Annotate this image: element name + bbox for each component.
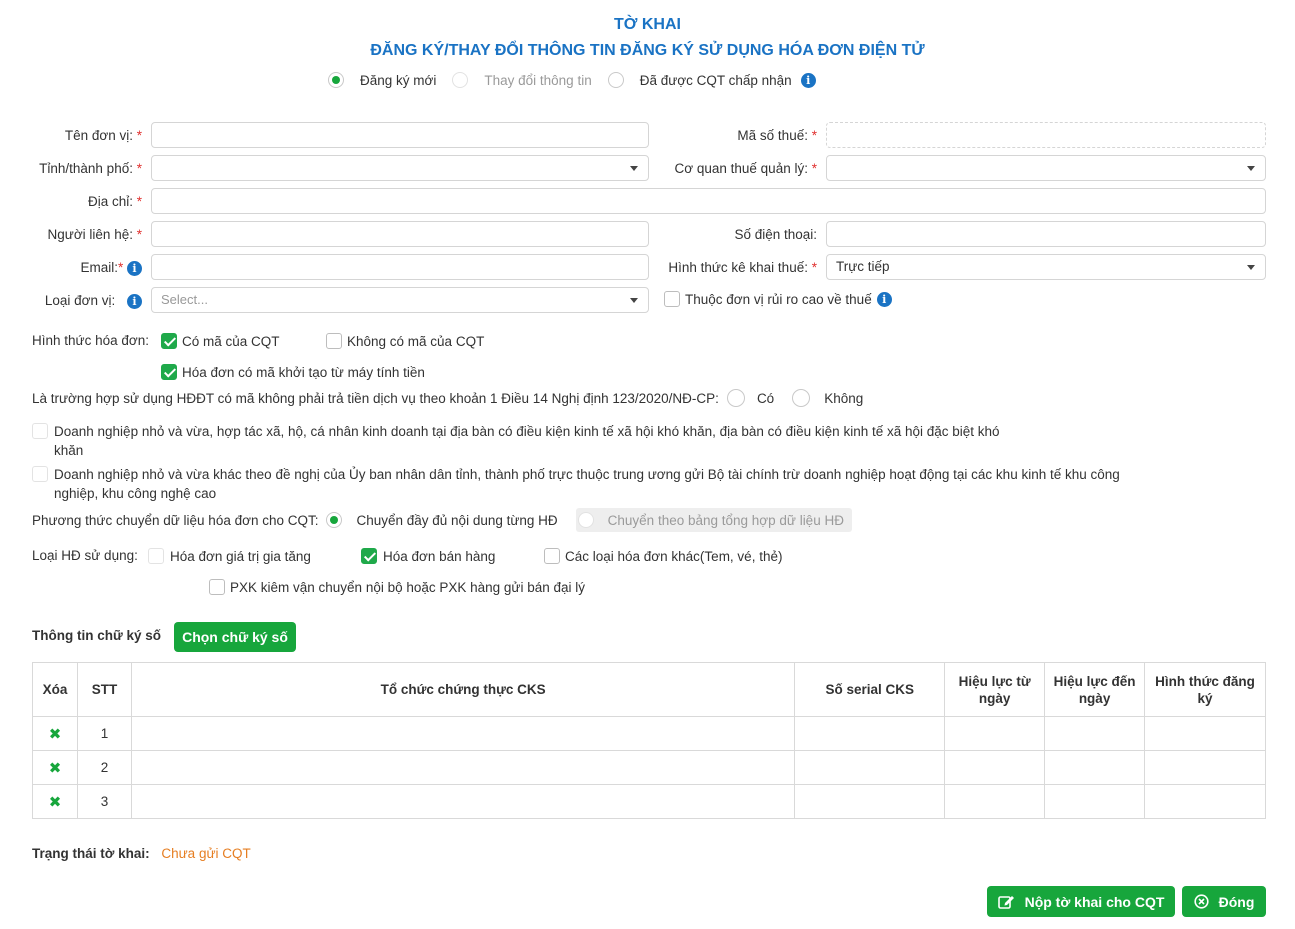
- pxk-option[interactable]: [209, 579, 585, 595]
- sme-option-1-text: Doanh nghiệp nhỏ và vừa, hợp tác xã, hộ, cá nhân kinh doanh tại địa bàn có điều kiện kinh tế xã hội khó khăn, địa bàn có điều kiện kinh tế xã hội đặc biệt khó khăn: [54, 424, 1000, 458]
- row-reg-form: [1145, 785, 1266, 819]
- with-code-text: Có mã của CQT: [182, 333, 280, 349]
- pxk-checkbox[interactable]: [209, 579, 225, 595]
- without-code-checkbox[interactable]: [326, 333, 342, 349]
- row-valid-to: [1045, 785, 1145, 819]
- page-subtitle: ĐĂNG KÝ/THAY ĐỔI THÔNG TIN ĐĂNG KÝ SỬ DỤNG HÓA ĐƠN ĐIỆN TỬ: [370, 42, 925, 59]
- without-code-option[interactable]: [326, 333, 484, 349]
- mode-register-new[interactable]: [328, 72, 436, 88]
- free-service-yes-label: Có: [756, 390, 775, 406]
- close-button[interactable]: [1182, 886, 1266, 917]
- status-label: Trạng thái tờ khai:: [32, 846, 150, 861]
- register-new-radio[interactable]: [328, 72, 344, 88]
- submit-button[interactable]: [987, 886, 1175, 917]
- col-serial: Số serial CKS: [795, 663, 945, 717]
- signature-section-label: Thông tin chữ ký số: [32, 628, 162, 643]
- row-reg-form: [1145, 751, 1266, 785]
- change-info-label: Thay đổi thông tin: [484, 72, 592, 88]
- submit-label: Nộp tờ khai cho CQT: [1024, 893, 1165, 910]
- high-risk-checkbox[interactable]: [664, 291, 680, 307]
- vat-text: Hóa đơn giá trị gia tăng: [170, 548, 311, 564]
- col-valid-to: Hiệu lực đến ngày: [1045, 663, 1145, 717]
- province-label: Tỉnh/thành phố: *: [39, 161, 142, 176]
- row-valid-to: [1045, 751, 1145, 785]
- sme-option-1-checkbox[interactable]: [32, 423, 48, 439]
- high-risk-text: Thuộc đơn vị rủi ro cao về thuế: [685, 291, 872, 307]
- row-serial: [795, 717, 945, 751]
- signature-table: [32, 662, 1266, 819]
- cash-register-checkbox[interactable]: [161, 364, 177, 380]
- other-text: Các loại hóa đơn khác(Tem, vé, thẻ): [565, 548, 783, 564]
- chevron-down-icon: [630, 298, 638, 303]
- invoice-form-label: Hình thức hóa đơn:: [32, 333, 149, 348]
- info-icon[interactable]: i: [801, 73, 816, 88]
- row-serial: [795, 785, 945, 819]
- unit-type-label: Loại đơn vị: i: [30, 293, 142, 309]
- row-stt: 3: [77, 785, 131, 819]
- other-option[interactable]: [544, 548, 782, 564]
- with-code-checkbox[interactable]: [161, 333, 177, 349]
- tax-office-label: Cơ quan thuế quản lý: *: [674, 161, 817, 176]
- status-badge: Chưa gửi CQT: [161, 846, 251, 861]
- contact-input[interactable]: [151, 221, 649, 247]
- register-new-label: Đăng ký mới: [360, 72, 437, 88]
- delete-x-icon[interactable]: ✖: [48, 725, 62, 743]
- row-valid-from: [945, 717, 1045, 751]
- accepted-radio[interactable]: [608, 72, 624, 88]
- delete-x-icon[interactable]: ✖: [48, 759, 62, 777]
- sme-option-2-text: Doanh nghiệp nhỏ và vừa khác theo đề nghị của Ủy ban nhân dân tỉnh, thành phố trực thuộc trung ương gửi Bộ tài chính trừ doanh nghiệp hoạt động tại các khu kinh tế khu công nghiệp, khu công nghệ cao: [54, 467, 1120, 501]
- tax-declaration-value: Trực tiếp: [836, 259, 890, 274]
- high-risk-option[interactable]: [664, 291, 892, 307]
- vat-option[interactable]: [148, 548, 311, 564]
- without-code-text: Không có mã của CQT: [347, 333, 485, 349]
- row-org: [131, 785, 794, 819]
- tax-code-input[interactable]: [826, 122, 1266, 148]
- row-valid-from: [945, 751, 1045, 785]
- change-info-radio[interactable]: [452, 72, 468, 88]
- row-stt: 2: [77, 751, 131, 785]
- pxk-text: PXK kiêm vận chuyển nội bộ hoặc PXK hàng gửi bán đại lý: [230, 579, 586, 595]
- contact-label: Người liên hệ: *: [47, 227, 142, 242]
- sales-text: Hóa đơn bán hàng: [383, 548, 496, 564]
- unit-name-input[interactable]: [151, 122, 649, 148]
- sales-option[interactable]: [361, 548, 495, 564]
- col-reg-form: Hình thức đăng ký: [1145, 663, 1266, 717]
- transfer-summary-label: Chuyển theo bảng tổng hợp dữ liệu HĐ: [607, 512, 844, 528]
- col-stt: STT: [77, 663, 131, 717]
- chevron-down-icon: [1247, 265, 1255, 270]
- free-service-question: Là trường hợp sử dụng HĐĐT có mã không phải trả tiền dịch vụ theo khoản 1 Điều 14 Nghị định 123/2020/NĐ-CP:: [32, 390, 719, 406]
- tax-code-label: Mã số thuế: *: [737, 128, 817, 143]
- sales-checkbox[interactable]: [361, 548, 377, 564]
- row-reg-form: [1145, 717, 1266, 751]
- vat-checkbox[interactable]: [148, 548, 164, 564]
- sme-option-2[interactable]: [32, 465, 1182, 503]
- other-checkbox[interactable]: [544, 548, 560, 564]
- accepted-label: Đã được CQT chấp nhận: [639, 72, 792, 88]
- mode-change-info[interactable]: [452, 72, 591, 88]
- unit-type-select[interactable]: [151, 287, 649, 313]
- address-input[interactable]: [151, 188, 1266, 214]
- sme-option-2-checkbox[interactable]: [32, 466, 48, 482]
- transfer-full-label: Chuyển đầy đủ nội dung từng HĐ: [356, 512, 558, 528]
- mode-radio-group: [328, 72, 832, 88]
- province-select[interactable]: [151, 155, 649, 181]
- tax-office-select[interactable]: [826, 155, 1266, 181]
- address-label: Địa chỉ: *: [87, 194, 142, 209]
- invoice-types-label: Loại HĐ sử dụng:: [32, 548, 138, 563]
- transfer-label: Phương thức chuyển dữ liệu hóa đơn cho CQT:: [32, 512, 319, 528]
- close-label: Đóng: [1218, 893, 1255, 910]
- col-org: Tổ chức chứng thực CKS: [131, 663, 794, 717]
- row-stt: 1: [77, 717, 131, 751]
- email-input[interactable]: [151, 254, 649, 280]
- info-icon[interactable]: i: [877, 292, 892, 307]
- tax-declaration-label: Hình thức kê khai thuế: *: [668, 260, 817, 275]
- free-service-no-radio[interactable]: [792, 389, 810, 407]
- unit-type-placeholder: Select...: [161, 292, 208, 307]
- col-delete: Xóa: [33, 663, 78, 717]
- row-org: [131, 717, 794, 751]
- status-row: [32, 846, 251, 861]
- chevron-down-icon: [630, 166, 638, 171]
- row-org: [131, 751, 794, 785]
- close-circle-icon: [1194, 894, 1209, 909]
- transfer-summary-radio[interactable]: [578, 512, 594, 528]
- cash-register-option[interactable]: [161, 364, 425, 380]
- sme-option-1[interactable]: [32, 422, 1042, 460]
- transfer-row: [32, 508, 852, 532]
- delete-x-icon[interactable]: ✖: [48, 793, 62, 811]
- phone-input[interactable]: [826, 221, 1266, 247]
- free-service-yes-radio[interactable]: [727, 389, 745, 407]
- info-icon[interactable]: i: [127, 294, 142, 309]
- with-code-option[interactable]: [161, 333, 280, 349]
- choose-signature-button[interactable]: Chọn chữ ký số: [174, 622, 296, 652]
- unit-name-label: Tên đơn vị: *: [64, 128, 142, 143]
- table-row: [33, 751, 1266, 785]
- phone-label: Số điện thoại:: [734, 227, 817, 242]
- row-valid-to: [1045, 717, 1145, 751]
- cash-register-text: Hóa đơn có mã khởi tạo từ máy tính tiền: [182, 364, 425, 380]
- email-label: Email:* i: [30, 260, 142, 276]
- page-title: TỜ KHAI: [614, 16, 681, 33]
- table-row: [33, 785, 1266, 819]
- chevron-down-icon: [1247, 166, 1255, 171]
- table-row: [33, 717, 1266, 751]
- row-serial: [795, 751, 945, 785]
- transfer-full-radio[interactable]: [326, 512, 342, 528]
- info-icon[interactable]: i: [127, 261, 142, 276]
- edit-icon: [998, 894, 1015, 909]
- col-valid-from: Hiệu lực từ ngày: [945, 663, 1045, 717]
- mode-accepted[interactable]: [608, 72, 816, 88]
- free-service-no-label: Không: [824, 390, 864, 406]
- free-service-row: [32, 389, 863, 407]
- transfer-summary-option[interactable]: [576, 508, 852, 532]
- tax-declaration-select[interactable]: [826, 254, 1266, 280]
- row-valid-from: [945, 785, 1045, 819]
